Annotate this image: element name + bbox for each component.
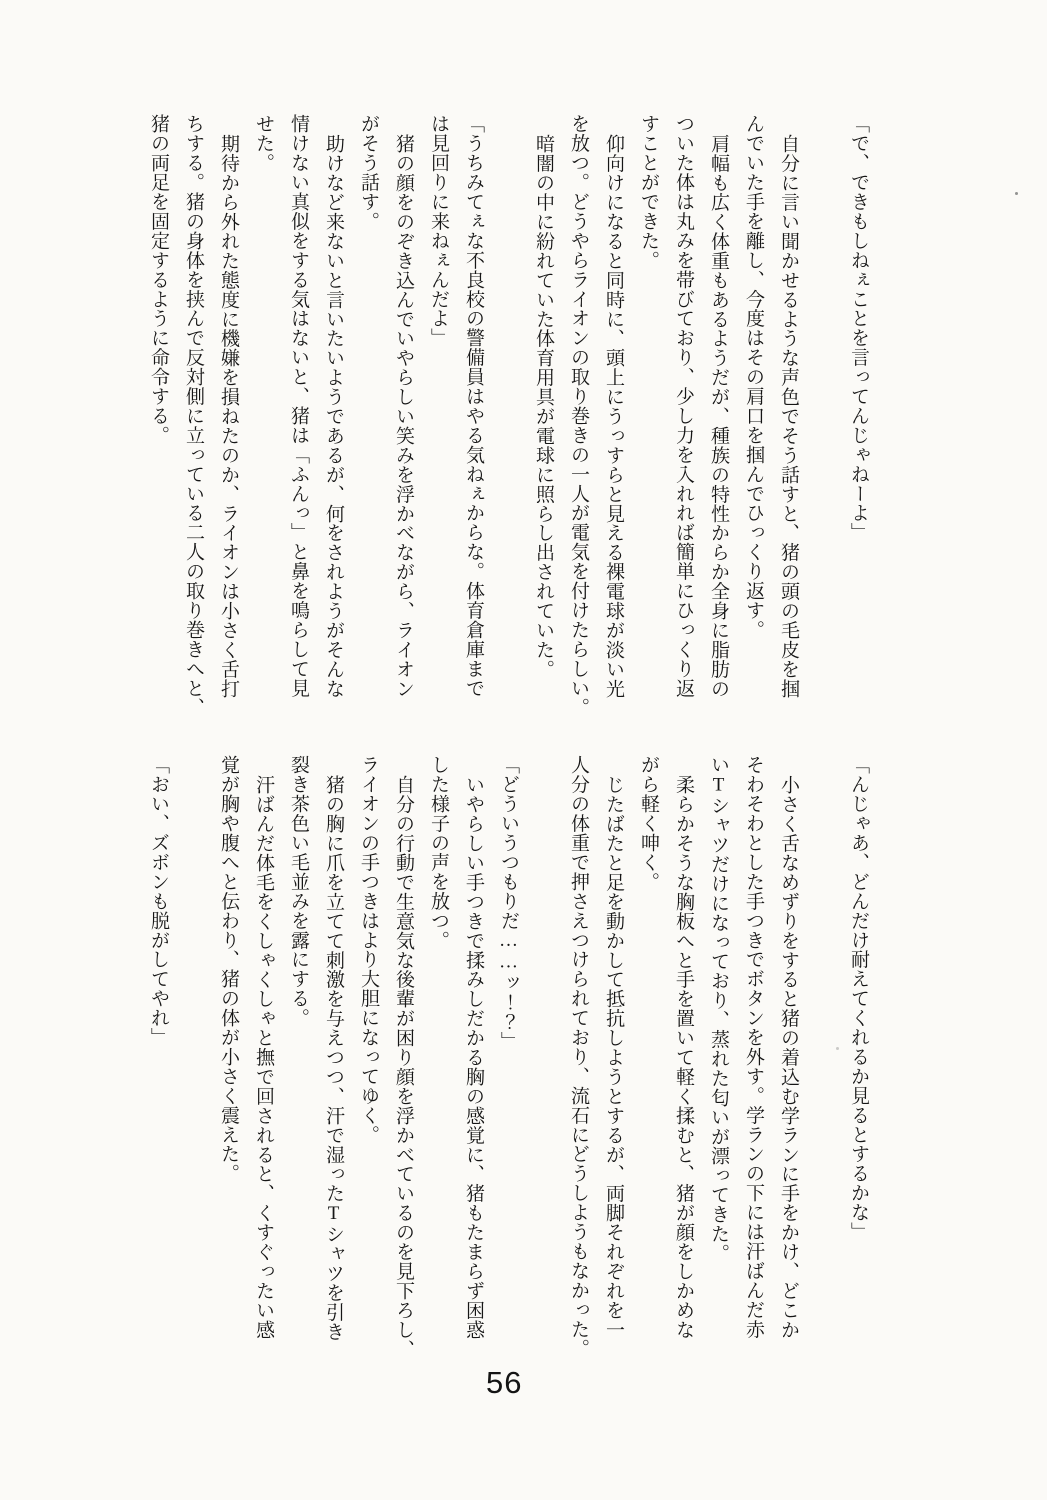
text-column: 猪の両足を固定するように命令する。 xyxy=(148,114,169,445)
blank-column xyxy=(526,755,561,1403)
text-column: 柔らかそうな胸板へと手を置いて軽く揉むと、猪が顔をしかめな xyxy=(673,775,694,1340)
text-column: いやらしい手つきで揉みしだかる胸の感覚に、猪もたまらず困惑 xyxy=(463,775,484,1340)
text-column: 覚が胸や腹へと伝わり、猪の体が小さく震えた。 xyxy=(218,755,239,1183)
text-column: じたばたと足を動かして抵抗しようとするが、両脚それぞれを一 xyxy=(603,775,624,1340)
scan-speck xyxy=(836,1047,839,1050)
text-column: いTシャツだけになっており、蒸れた匂いが漂ってきた。 xyxy=(708,755,729,1263)
text-column: ついた体は丸みを帯びており、少し力を入れれば簡単にひっくり返 xyxy=(673,114,694,698)
text-column: 暗闇の中に紛れていた体育用具が電球に照らし出されていた。 xyxy=(533,134,554,679)
text-column: 自分に言い聞かせるような声色でそう話すと、猪の頭の毛皮を掴 xyxy=(778,134,799,699)
text-column: 人分の体重で押さえつけられており、流石にどうしようもなかった。 xyxy=(568,755,589,1358)
text-column: を放つ。どうやらライオンの取り巻きの一人が電気を付けたらしい。 xyxy=(568,114,589,717)
text-column: した様子の声を放つ。 xyxy=(428,755,449,950)
text-column: 仰向けになると同時に、頭上にうっすらと見える裸電球が淡い光 xyxy=(603,134,624,699)
text-column: せた。 xyxy=(253,114,274,173)
text-column: 「おい、ズボンも脱がしてやれ」 xyxy=(148,755,169,1047)
text-column: 猪の顔をのぞき込んでいやらしい笑みを浮かべながら、ライオン xyxy=(393,134,414,699)
text-column: 肩幅も広く体重もあるようだが、種族の特性からか全身に脂肪の xyxy=(708,134,729,699)
text-column: 助けなど来ないと言いたいようであるが、何をされようがそんな xyxy=(323,134,344,699)
blank-column xyxy=(176,755,211,1403)
blank-column xyxy=(806,114,841,762)
text-column: は見回りに来ねぇんだよ」 xyxy=(428,114,449,348)
text-column: 情けない真似をする気はないと、猪は「ふんっ」と鼻を鳴らして見 xyxy=(288,114,309,698)
text-column: すことができた。 xyxy=(638,114,659,270)
text-column: 「んじゃあ、どんだけ耐えてくれるか見るとするかな」 xyxy=(848,755,869,1242)
blank-column xyxy=(491,114,526,762)
text-column: 「うちみてぇな不良校の警備員はやる気ねぇからな。体育倉庫まで xyxy=(463,114,484,698)
text-column: ライオンの手つきはより大胆になってゆく。 xyxy=(358,755,379,1144)
text-column: 汗ばんだ体毛をくしゃくしゃと撫で回されると、くすぐったい感 xyxy=(253,775,274,1340)
text-block-bottom xyxy=(141,755,876,1403)
text-column: んでいた手を離し、今度はその肩口を掴んでひっくり返す。 xyxy=(743,114,764,640)
page-number: 56 xyxy=(486,1365,523,1400)
scan-speck xyxy=(1015,192,1018,195)
text-column: 猪の胸に爪を立てて刺激を与えつつ、汗で湿ったTシャツを引き xyxy=(323,775,344,1342)
text-column: がら軽く呻く。 xyxy=(638,755,659,892)
text-column: がそう話す。 xyxy=(358,114,379,231)
text-column: 自分の行動で生意気な後輩が困り顔を浮かべているのを見下ろし、 xyxy=(393,775,414,1359)
text-column: 「で、できもしねぇことを言ってんじゃねーよ」 xyxy=(848,114,869,542)
text-column: そわそわとした手つきでボタンを外す。学ランの下には汗ばんだ赤 xyxy=(743,755,764,1339)
text-column: 期待から外れた態度に機嫌を損ねたのか、ライオンは小さく舌打 xyxy=(218,134,239,699)
text-column: 「どういうつもりだ……ッ！？」 xyxy=(498,755,519,1051)
text-block-top xyxy=(141,114,876,762)
blank-column xyxy=(806,755,841,1403)
text-column: 小さく舌なめずりをすると猪の着込む学ランに手をかけ、どこか xyxy=(778,775,799,1340)
text-column: 裂き茶色い毛並みを露にする。 xyxy=(288,755,309,1028)
text-column: ちする。猪の身体を挟んで反対側に立っている二人の取り巻きへと、 xyxy=(183,114,204,717)
